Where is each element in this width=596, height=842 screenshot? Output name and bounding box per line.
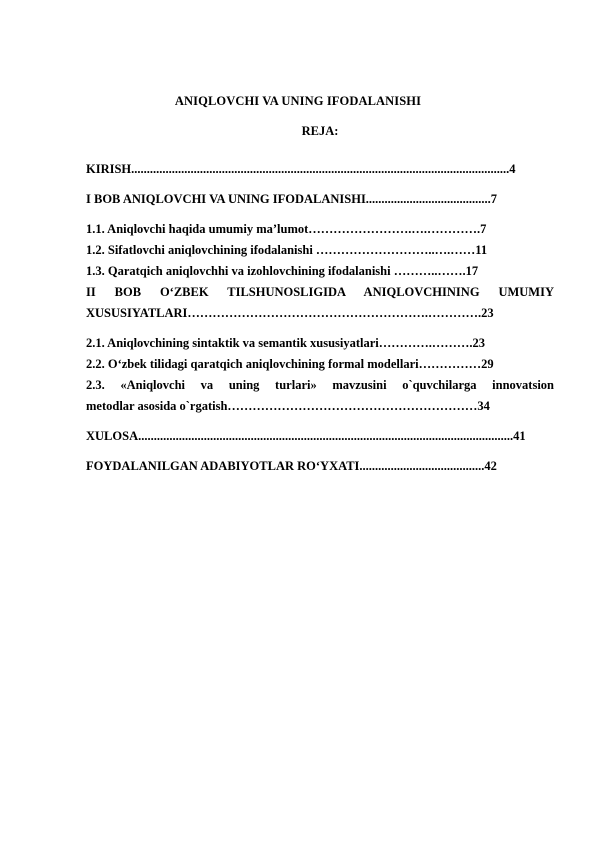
toc-entry-2-2: 2.2. O‘zbek tilidagi qaratqich aniqlovchining formal modellari……………29 <box>86 357 494 371</box>
toc-entry-2-1: 2.1. Aniqlovchining sintaktik va semantik xususiyatlari………….……….23 <box>86 336 486 350</box>
toc-entry-2-3: 2.3. «Aniqlovchi va uning turlari» mavzusini o`quvchilarga innovatsion <box>86 378 554 392</box>
toc-entry-chapter-2-cont: XUSUSIYATLARI………………………………………………….………….23 <box>86 306 494 320</box>
toc-entry-1-2: 1.2. Sifatlovchi aniqlovchining ifodalanishi ………………………..….……11 <box>86 243 488 257</box>
document-title: ANIQLOVCHI VA UNING IFODALANISHI <box>174 94 422 108</box>
toc-entry-2-3-cont: metodlar asosida o`rgatish……………………………………………………34 <box>86 399 490 413</box>
toc-entry-xulosa: XULOSA........................................................................................................................41 <box>86 429 526 443</box>
toc-entry-kirish: KIRISH.........................................................................................................................4 <box>86 162 516 176</box>
toc-entry-1-3: 1.3. Qaratqich aniqlovchhi va izohlovchining ifodalanishi ………..…….17 <box>86 264 479 278</box>
toc-entry-bibliography: FOYDALANILGAN ADABIYOTLAR RO‘YXATI........................................42 <box>86 459 497 473</box>
toc-entry-chapter-1: I BOB ANIQLOVCHI VA UNING IFODALANISHI........................................7 <box>86 192 498 206</box>
toc-entry-chapter-2: II BOB O‘ZBEK TILSHUNOSLIGIDA ANIQLOVCHINING UMUMIY <box>86 285 554 299</box>
toc-entry-1-1: 1.1. Aniqlovchi haqida umumiy ma’lumot…………………….….………….7 <box>86 222 487 236</box>
plan-heading: REJA: <box>301 124 339 138</box>
table-of-contents <box>86 159 554 477</box>
